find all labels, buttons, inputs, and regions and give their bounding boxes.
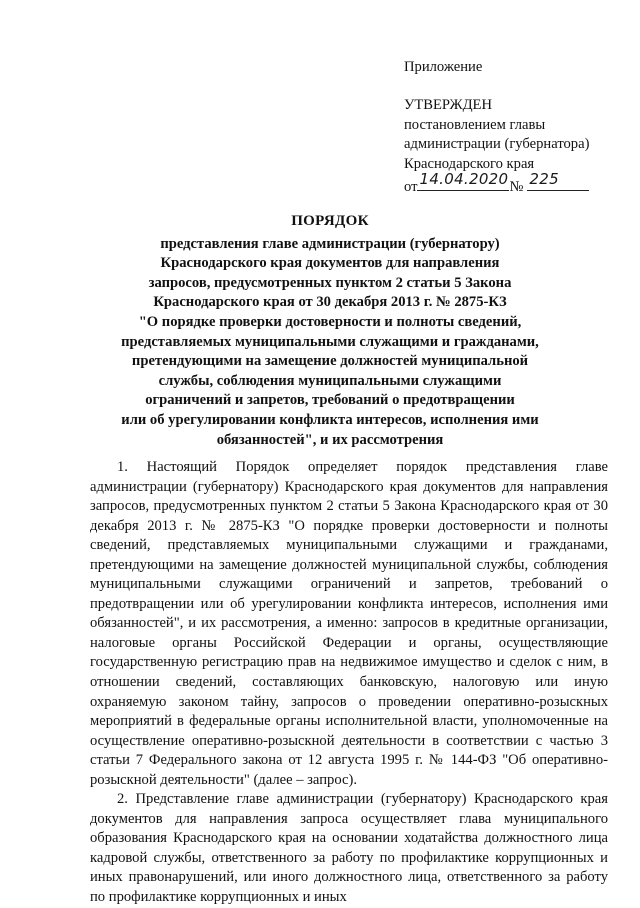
handwritten-number: 225 — [529, 169, 559, 188]
title-line: запросов, предусмотренных пунктом 2 статьи 5 Закона — [148, 274, 512, 291]
appendix-label: Приложение — [404, 59, 483, 75]
number-label: № — [509, 179, 524, 196]
title-line: ограничений и запретов, требований о предотвращении — [145, 392, 515, 409]
title-line: представления главе администрации (губернатору) — [160, 235, 500, 252]
approved-label: УТВЕРЖДЕН — [404, 97, 492, 114]
handwritten-date: 14.04.2020 — [419, 169, 509, 188]
title-line: "О порядке проверки достоверности и полноты сведений, — [138, 313, 522, 330]
title-line: службы, соблюдения муниципальными служащими — [158, 372, 502, 389]
document-body — [90, 458, 608, 908]
from-label: от — [404, 179, 418, 196]
title-line: претендующими на замещение должностей муниципальной — [131, 353, 529, 370]
paragraph-2: 2. Представление главе администрации (губернатору) Краснодарского края документов для направления запроса осуществляет глава муниципального образования Краснодарского края на основании ходатайства должностного лица кадровой службы, ответственного за работу по профилактике коррупционных и иных правонарушений, или иного должностного лица, ответственного за работу по профилактике коррупционных и иных — [90, 791, 608, 906]
approval-date-row — [404, 169, 589, 197]
title-line: или об урегулировании конфликта интересов, исполнения ими — [121, 411, 539, 428]
title-line: Краснодарского края от 30 декабря 2013 г. № 2875-КЗ — [153, 294, 507, 311]
approval-line-1: постановлением главы — [404, 116, 546, 133]
title-line: обязанностей", и их рассмотрения — [216, 431, 444, 448]
number-signature-line — [527, 169, 589, 191]
title-line: представляемых муниципальными служащими и гражданами, — [121, 333, 539, 350]
document-title: ПОРЯДОК — [291, 213, 369, 229]
date-signature-line — [417, 169, 509, 191]
document-title-block — [60, 212, 600, 450]
approval-line-2: администрации (губернатора) — [404, 136, 590, 153]
title-line: Краснодарского края документов для направления — [160, 255, 500, 272]
approval-stamp-block — [404, 58, 589, 197]
paragraph-1: 1. Настоящий Порядок определяет порядок представления главе администрации (губернатору) Краснодарского края документов для направления запросов, предусмотренных пунктом 2 статьи 5 Закона Краснодарского края от 30 декабря 2013 г. № 2875-КЗ "О порядке проверки достоверности и полноты сведений, представляемых муниципальными служащими и гражданами, претендующими на замещение должностей муниципальной службы, соблюдения муниципальными служащими ограничений и запретов, требований о предотвращении или об урегулировании конфликта интересов, исполнения ими обязанностей", и их рассмотрения, а именно: запросов в кредитные организации, налоговые органы Российской Федерации и органы, осуществляющие государственную регистрацию прав на недвижимое имущество и сделок с ним, в отношении сведений, составляющих банковскую, налоговую или иную охраняемую законом тайну, запросов о проведении оперативно-розыскных мероприятий в федеральные органы исполнительной власти, уполномоченные на осуществление оперативно-розыскной деятельности в соответствии с частью 3 статьи 7 Федерального закона от 12 августа 1995 г. № 144-ФЗ "Об оперативно-розыскной деятельности" (далее – запрос). — [90, 459, 608, 788]
approval-line-3: Краснодарского края — [404, 155, 535, 172]
